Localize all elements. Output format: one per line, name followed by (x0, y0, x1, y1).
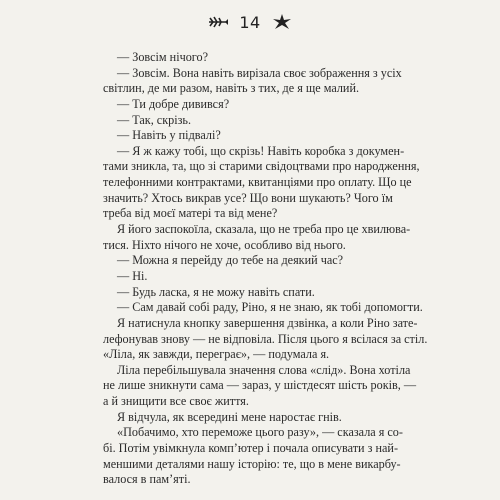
page-number: 14 (239, 12, 261, 32)
text-line: Я натиснула кнопку завершення дзвінка, а коли Ріно зате- (117, 315, 418, 330)
fern-sprig-icon (207, 13, 229, 31)
text-line: «Побачимо, хто переможе цього разу», — сказала я со- (117, 425, 403, 440)
text-line: — Ні. (117, 268, 148, 283)
text-line: тами зникла, та, що зі старими свідоцтвами про народження, (103, 159, 420, 174)
text-line: — Я ж кажу тобі, що скрізь! Навіть коробка з докумен- (117, 143, 405, 158)
text-line: лефонував знову — не відповіла. Після цього я всілася за стіл. (103, 331, 428, 346)
text-line: треба від моєї матері та від мене? (103, 206, 278, 221)
text-line: «Ліла, як завжди, переграє», — подумала я. (103, 347, 330, 362)
text-line: Я його заспокоїла, сказала, що не треба про це хвилюва- (117, 222, 411, 237)
text-line: — Сам давай собі раду, Ріно, я не знаю, як тобі допомогти. (117, 300, 423, 315)
text-line: бі. Потім увімкнула комп’ютер і почала описувати з най- (103, 441, 399, 456)
text-line: — Ти добре дивився? (117, 96, 230, 111)
text-line: — Зовсім нічого? (117, 50, 209, 64)
text-line: меншими деталями нашу історію: те, що в мене викарбу- (103, 456, 401, 471)
text-line: — Навіть у підвалі? (117, 128, 221, 143)
star-leaf-icon (271, 13, 293, 31)
text-line: — Так, скрізь. (117, 112, 192, 127)
text-line: телефонними контрактами, квитанціями про оплату. Що це (103, 175, 412, 190)
text-line: — Будь ласка, я не можу навіть спати. (117, 284, 315, 299)
text-line: Я відчула, як всередині мене наростає гнів. (117, 409, 342, 424)
text-line: валося в пам’яті. (103, 472, 191, 487)
page-header (0, 10, 500, 34)
text-line: тися. Ніхто нічого не хоче, особливо від нього. (103, 237, 346, 252)
body-text (103, 50, 428, 488)
text-line: значить? Хтось викрав усе? Що вони шукають? Чого їм (103, 190, 393, 205)
text-line: а й знищити все своє життя. (103, 394, 249, 409)
text-line: світлин, де ми разом, навіть з тих, де я ще малий. (103, 81, 360, 96)
text-line: — Можна я перейду до тебе на деякий час? (117, 253, 344, 268)
text-line: Ліла перебільшувала значення слова «слід». Вона хотіла (117, 362, 411, 377)
text-line: не лише зникнути сама — зараз, у шістдесят шість років, — (103, 378, 417, 393)
text-line: — Зовсім. Вона навіть вирізала своє зображення з усіх (117, 65, 402, 80)
